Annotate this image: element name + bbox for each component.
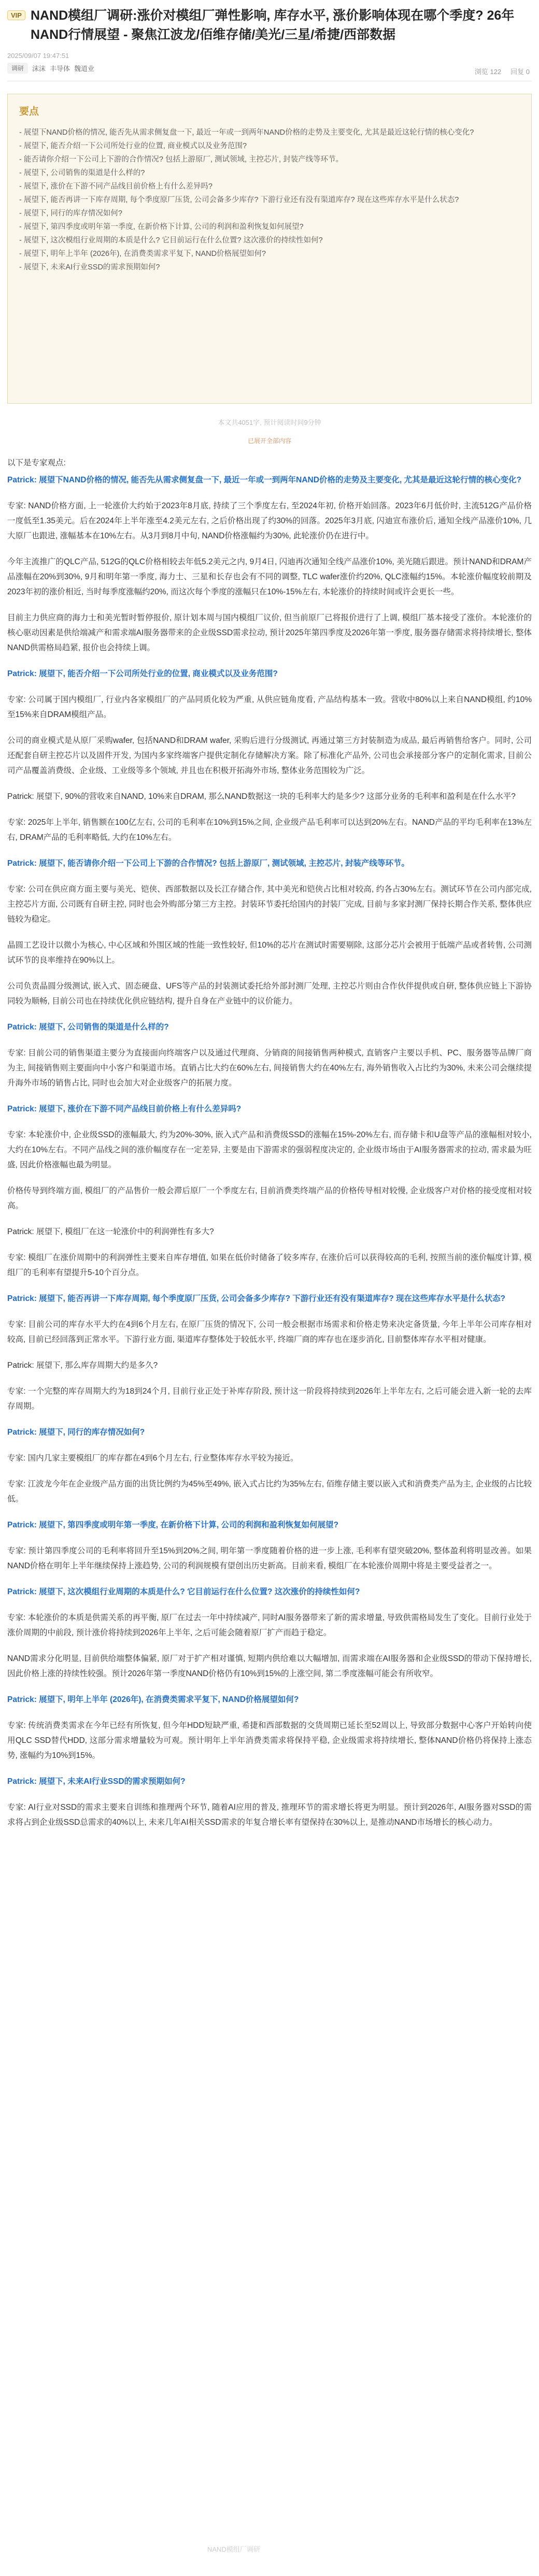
source-tag[interactable]: 调研 — [7, 63, 28, 74]
vip-badge: VIP — [7, 10, 25, 20]
key-point-item[interactable]: - 能否请你介绍一下公司上下游的合作情况? 包括上游原厂, 测试领域, 主控芯片, 封装产线等环节。 — [19, 155, 344, 164]
question-paragraph: Patrick: 展望下, 明年上半年 (2026年), 在消费类需求平复下, NAND价格展望如何? — [7, 1695, 299, 1704]
question-paragraph: Patrick: 展望下, 能否请你介绍一下公司上下游的合作情况? 包括上游原厂, 测试领域, 主控芯片, 封装产线等环节。 — [7, 859, 409, 868]
answer-paragraph: 专家: 江波龙今年在企业级产品方面的出货比例约为45%至49%, 嵌入式占比约为35%左右, 佰维存储主要以嵌入式和消费类产品为主, 企业级的占比较低。 — [7, 1480, 532, 1504]
publish-date: 2025/09/07 19:47:51 — [7, 52, 69, 60]
key-point-item[interactable]: - 展望下, 同行的库存情况如何? — [19, 209, 122, 218]
answer-paragraph: 价格传导到终端方面, 模组厂的产品售价一般会滞后原厂一个季度左右, 目前消费类终端产品的价格传导相对较慢, 企业级客户对价格的接受度相对较高。 — [7, 1186, 532, 1210]
answer-paragraph: 专家: 传统消费类需求在今年已经有所恢复, 但今年HDD短缺严重, 希捷和西部数据的交货周期已延长至52周以上, 导致部分数据中心客户开始转向使用QLC SSD替代HDD, 这部分需求增量较为可观。预计明年上半年消费类需求将保持平稳, 企业级需求将持续增长, 整体NAND价格仍将保持上涨态势, 涨幅约为10%到15%。 — [7, 1721, 532, 1760]
reading-time-note: 本文共4051字, 预计阅读时间9分钟 — [218, 419, 321, 426]
author-name[interactable]: 丰导体 — [50, 65, 70, 73]
watermark: NAND模组厂调研 — [207, 2545, 260, 2553]
answer-paragraph: 今年主流推广的QLC产品, 512G的QLC价格相较去年低5.2美元之内, 9月4日, 闪迪再次通知全线产品涨价10%, 美光随后跟进。预计NAND和DRAM产品涨幅在20%到30%, 9月和明年第一季度, 海力士、三星和长存也会有不同的调整, TLC wafer涨价约20%, QLC涨幅约15%。本轮涨价幅度较前期及2023年初的涨价相近, 当时每季度涨幅约20%, 而这次每个季度的涨幅只在10%-15%左右, 本轮涨价的持续时间或许会更长一些。 — [7, 557, 532, 596]
answer-paragraph: 专家: 国内几家主要模组厂的库存都在4到6个月左右, 行业整体库存水平较为接近。 — [7, 1454, 299, 1463]
key-point-item[interactable]: - 展望下, 未来AI行业SSD的需求预期如何? — [19, 263, 160, 271]
comment-count[interactable]: 回复 0 — [510, 68, 530, 76]
question-paragraph: Patrick: 展望下, 公司销售的渠道是什么样的? — [7, 1023, 169, 1032]
key-points-box — [7, 94, 532, 404]
question-paragraph: Patrick: 展望下, 第四季度或明年第一季度, 在新价格下计算, 公司的利润和盈利恢复如何展望? — [7, 1521, 338, 1529]
answer-paragraph: 公司负责晶圆分级测试, 嵌入式、固态硬盘、UFS等产品的封装测试委托给外部封测厂处理, 主控芯片则由合作伙伴提供或自研, 整体供应链上下游协同较为顺畅, 目前公司也在持续优化供应链结构, 提升自身在产业链中的议价能力。 — [7, 982, 532, 1006]
answer-paragraph: 专家: 本轮涨价中, 企业级SSD的涨幅最大, 约为20%-30%, 嵌入式产品和消费级SSD的涨幅在15%-20%左右, 而存储卡和U盘等产品的涨幅相对较小, 大约在10%左右。不同产品线之间的涨价幅度存在一定差异, 主要是由下游需求的强弱程度决定的, 企业级市场由于AI服务器需求的拉动, 需求最为旺盛, 因此价格涨幅也最为明显。 — [7, 1130, 532, 1169]
key-points-title: 要点 — [19, 106, 39, 117]
question-paragraph: Patrick: 展望下, 未来AI行业SSD的需求预期如何? — [7, 1777, 186, 1786]
author-row — [7, 63, 532, 74]
answer-paragraph: 专家: 公司属于国内模组厂, 行业内各家模组厂的产品同质化较为严重, 从供应链角度看, 产品结构基本一致。营收中80%以上来自NAND模组, 约10%至15%来自DRAM模组产品。 — [7, 695, 532, 719]
article-title: NAND模组厂调研:涨价对模组厂弹性影响, 库存水平, 涨价影响体现在哪个季度? 26年NAND行情展望 - 聚焦江波龙/佰维存储/美光/三星/希捷/西部数据 — [30, 8, 515, 42]
question-paragraph: Patrick: 展望下, 能否介绍一下公司所处行业的位置, 商业模式以及业务范围? — [7, 669, 278, 678]
answer-paragraph: 专家: 预计第四季度公司的毛利率将回升至15%到20%之间, 明年第一季度随着价格的进一步上涨, 毛利率有望突破20%, 整体盈利将明显改善。如果NAND价格在明年上半年继续保持上涨趋势, 公司的利润规模有望创出历史新高。目前来看, 模组厂在本轮涨价周期中将是主要受益者之一。 — [7, 1547, 532, 1570]
key-point-item[interactable]: - 展望下, 能否介绍一下公司所处行业的位置, 商业模式以及业务范围? — [19, 142, 247, 150]
title-row — [7, 6, 532, 45]
answer-paragraph: 目前主力供应商的海力士和美光暂时暂停报价, 原计划本周与国内模组厂议价, 但当前原厂已将报价进行了上调, 模组厂基本接受了涨价。本轮涨价的核心驱动因素是供给端减产和需求端AI服务器带来的企业级SSD需求拉动, 预计2025年第四季度及2026年第一季度, 服务器存储需求将持续增长, 整体NAND供需格局趋紧, 报价也会持续上调。 — [7, 613, 532, 652]
author-name[interactable]: 魏道业 — [74, 65, 95, 73]
answer-paragraph: 晶圆工艺设计以微小为核心, 中心区域和外围区域的性能一致性较好, 但10%的芯片在测试时需要剔除, 这部分芯片会被用于低端产品或者转售, 公司测试环节的良率维持在90%以上。 — [7, 941, 532, 965]
key-point-item[interactable]: - 展望下NAND价格的情况, 能否先从需求侧复盘一下, 最近一年或一到两年NAND价格的走势及主要变化, 尤其是最近这轮行情的核心变化? — [19, 128, 474, 137]
answer-paragraph: 专家: 一个完整的库存周期大约为18到24个月, 目前行业正处于补库存阶段, 预计这一阶段将持续到2026年上半年左右, 之后可能会进入新一轮的去库存周期。 — [7, 1387, 532, 1411]
key-point-item[interactable]: - 展望下, 能否再讲一下库存周期, 每个季度原厂压货, 公司会备多少库存? 下游行业还有没有渠道库存? 现在这些库存水平是什么状态? — [19, 196, 459, 204]
author-name[interactable]: 沫沫 — [32, 65, 46, 73]
answer-paragraph: 专家: 目前公司的库存水平大约在4到6个月左右, 在原厂压货的情况下, 公司一般会根据市场需求和价格走势来决定备货量, 今年上半年公司库存相对较高, 目前已经回落到正常水平。下游行业方面, 渠道库存整体处于较低水平, 终端厂商的库存也在逐步消化, 目前整体库存水平相对健康。 — [7, 1320, 532, 1344]
key-points-list — [19, 126, 520, 274]
answer-paragraph: NAND需求分化明显, 目前供给端整体偏紧, 原厂对于扩产相对谨慎, 短期内供给难以大幅增加, 而需求端在AI服务器和企业级SSD的带动下保持增长, 因此价格上涨的持续性较强。预计2026年第一季度NAND价格仍有10%到15%的上涨空间, 第二季度涨幅可能会有所收窄。 — [7, 1654, 532, 1678]
article-stats — [475, 66, 530, 76]
answer-paragraph: 专家: 模组厂在涨价周期中的利润弹性主要来自库存增值, 如果在低价时储备了较多库存, 在涨价后可以获得较高的毛利, 按照当前的涨价幅度计算, 模组厂的毛利率有望提升5-10个百分点。 — [7, 1253, 532, 1277]
key-point-item[interactable]: - 展望下, 涨价在下游不同产品线目前价格上有什么差异吗? — [19, 182, 212, 191]
answer-paragraph: 专家: 2025年上半年, 销售额在100亿左右, 公司的毛利率在10%到15%之间, 企业级产品毛利率可以达到20%左右。NAND产品的平均毛利率在13%左右, DRAM产品的毛利率略低, 大约在10%左右。 — [7, 818, 532, 842]
intro-paragraph: 以下是专家观点: — [7, 459, 66, 467]
answer-paragraph: 专家: 本轮涨价的本质是供需关系的再平衡, 原厂在过去一年中持续减产, 同时AI服务器带来了新的需求增量, 导致供需格局发生了变化。目前行业处于涨价周期的中前段, 预计涨价将持续到2026年上半年, 之后可能会随着原厂扩产而趋于稳定。 — [7, 1613, 532, 1637]
answer-paragraph: 专家: 目前公司的销售渠道主要分为直接面向终端客户以及通过代理商、分销商的间接销售两种模式, 直销客户主要以手机、PC、服务器等品牌厂商为主, 间接销售则主要面向中小客户和渠道市场。直销占比大约在60%左右, 间接销售大约在40%左右, 海外销售收入占比约为30%, 未来公司会继续提升海外市场的销售占比, 同时也会加大对企业级客户的拓展力度。 — [7, 1049, 532, 1087]
expanded-link[interactable]: 已展开全部内容 — [247, 437, 291, 445]
key-point-item[interactable]: - 展望下, 第四季度或明年第一季度, 在新价格下计算, 公司的利润和盈利恢复如何展望? — [19, 223, 304, 231]
answer-paragraph: Patrick: 展望下, 模组厂在这一轮涨价中的利润弹性有多大? — [7, 1227, 214, 1236]
article-body — [0, 445, 539, 1830]
answer-paragraph: Patrick: 展望下, 那么库存周期大约是多久? — [7, 1361, 158, 1370]
answer-paragraph: Patrick: 展望下, 90%的营收来自NAND, 10%来自DRAM, 那么NAND数据这一块的毛利率大约是多少? 这部分业务的毛利率和盈利是在什么水平? — [7, 792, 516, 801]
answer-paragraph: 专家: 公司在供应商方面主要与美光、铠侠、西部数据以及长江存储合作, 其中美光和铠侠占比相对较高, 约各占30%左右。测试环节在公司内部完成, 主控芯片方面, 公司既有自研主控, 同时也会外购部分第三方主控。封装环节委托给国内的封装厂完成, 目前与多家封测厂保持长期合作关系, 整体供应链较为稳定。 — [7, 885, 532, 924]
article-header — [0, 0, 539, 81]
question-paragraph: Patrick: 展望下NAND价格的情况, 能否先从需求侧复盘一下, 最近一年或一到两年NAND价格的走势及主要变化, 尤其是最近这轮行情的核心变化? — [7, 476, 522, 484]
question-paragraph: Patrick: 展望下, 同行的库存情况如何? — [7, 1428, 145, 1437]
answer-paragraph: 专家: AI行业对SSD的需求主要来自训练和推理两个环节, 随着AI应用的普及, 推理环节的需求增长将更为明显。预计到2026年, AI服务器对SSD的需求将占到企业级SSD总需求的40%以上, 未来几年AI相关SSD需求的年复合增长率有望保持在30%以上, 是推动NAND市场增长的核心动力。 — [7, 1803, 532, 1827]
key-point-item[interactable]: - 展望下, 公司销售的渠道是什么样的? — [19, 169, 145, 177]
key-point-item[interactable]: - 展望下, 明年上半年 (2026年), 在消费类需求平复下, NAND价格展望如何? — [19, 250, 266, 258]
view-count: 浏览 122 — [474, 68, 502, 76]
question-paragraph: Patrick: 展望下, 涨价在下游不同产品线目前价格上有什么差异吗? — [7, 1105, 242, 1113]
answer-paragraph: 专家: NAND价格方面, 上一轮涨价大约始于2023年8月底, 持续了三个季度左右, 至2024年初, 价格开始回落。2023年6月低价时, 主流512G产品价格一度低至1.35美元。后在2024年上半年涨至4.2美元左右, 之后价格出现了约30%的回落。2025年3月底, 闪迪宣布涨价后, 通知全线产品涨价10%, 几大原厂也跟进, 涨幅基本在10%左右。从3月到8月中旬, NAND价格涨幅约为30%, 此轮涨价仍在进行中。 — [7, 502, 532, 540]
key-point-item[interactable]: - 展望下, 这次模组行业周期的本质是什么? 它目前运行在什么位置? 这次涨价的持续性如何? — [19, 236, 323, 245]
question-paragraph: Patrick: 展望下, 这次模组行业周期的本质是什么? 它目前运行在什么位置? 这次涨价的持续性如何? — [7, 1587, 360, 1596]
question-paragraph: Patrick: 展望下, 能否再讲一下库存周期, 每个季度原厂压货, 公司会备多少库存? 下游行业还有没有渠道库存? 现在这些库存水平是什么状态? — [7, 1294, 506, 1303]
answer-paragraph: 公司的商业模式是从原厂采购wafer, 包括NAND和DRAM wafer, 采购后进行分级测试, 再通过第三方封装制造为成品, 最后再销售给客户。同时, 公司还配套自研主控芯片以及固件开发, 为国内多家终端客户提供定制化存储解决方案。除了标准化产品外, 公司也会承接部分客户的定制化需求, 目前公司产品覆盖消费级、企业级、工业级等多个领域, 并且也在积极开拓海外市场, 整体业务范围较为广泛。 — [7, 736, 532, 775]
